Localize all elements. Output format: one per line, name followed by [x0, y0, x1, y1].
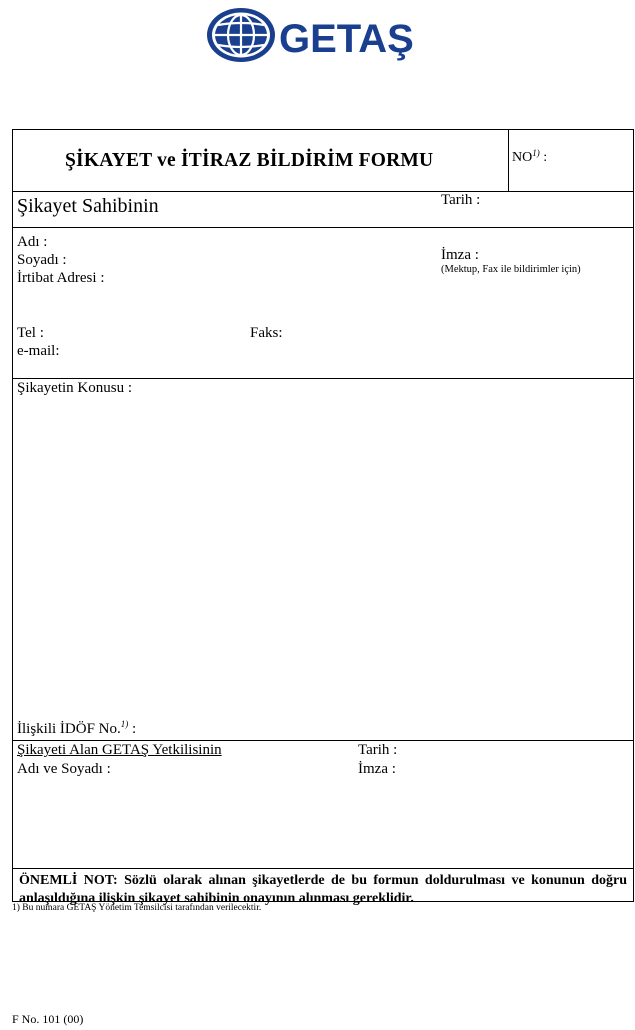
related-sup: 1) [120, 719, 129, 729]
subject-label: Şikayetin Konusu : [17, 380, 132, 396]
related-label: İlişkili İDÖF No. [17, 721, 121, 737]
name-label: Adı : [17, 234, 48, 250]
form-no-sup: 1) [532, 148, 540, 158]
form-no-label: NO [512, 150, 533, 165]
globe-icon [205, 6, 421, 66]
signature-note: (Mektup, Fax ile bildirimler için) [441, 264, 581, 275]
surname-label: Soyadı : [17, 252, 67, 268]
receiver-heading [17, 743, 222, 758]
form-number: F No. 101 (00) [12, 1012, 84, 1026]
title-divider [508, 130, 509, 191]
owner-heading: Şikayet Sahibinin [17, 195, 159, 217]
related-idof-field[interactable] [17, 719, 137, 737]
related-suffix: : [128, 721, 137, 737]
rule-receiver [13, 868, 633, 869]
email-label: e-mail: [17, 343, 60, 359]
receiver-signature-label: İmza : [358, 761, 396, 777]
receiver-heading-text: Şikayeti Alan GETAŞ Yetkilisinin [17, 742, 222, 758]
tel-label: Tel : [17, 325, 44, 341]
rule-owner-heading [13, 227, 633, 228]
logo-text: GETAŞ [279, 17, 414, 61]
rule-contact [13, 378, 633, 379]
footnote: 1) Bu numara GETAŞ Yönetim Temsilcisi tarafından verilecektir. [12, 903, 262, 913]
fax-label: Faks: [250, 325, 283, 341]
receiver-date-label: Tarih : [358, 742, 398, 758]
important-note-title: ÖNEMLİ NOT: [19, 873, 118, 888]
form-title: ŞİKAYET ve İTİRAZ BİLDİRİM FORMU [65, 150, 434, 171]
getas-logo [205, 6, 421, 66]
signature-label: İmza : [441, 247, 479, 263]
important-note-text: Sözlü olarak alınan şikayetlerde de bu formun doldurulması ve konunun doğru anlaşıldığına ilişkin şikayet sahibinin onayının alınması gereklidir. [19, 873, 627, 906]
rule-title [13, 191, 633, 192]
form-no-field[interactable] [512, 148, 548, 165]
address-label: İrtibat Adresi : [17, 270, 105, 286]
receiver-name-label: Adı ve Soyadı : [17, 761, 111, 777]
form-no-suffix: : [539, 150, 548, 165]
owner-date-label: Tarih : [441, 192, 481, 208]
rule-subject [13, 740, 633, 741]
form-frame [12, 129, 634, 906]
